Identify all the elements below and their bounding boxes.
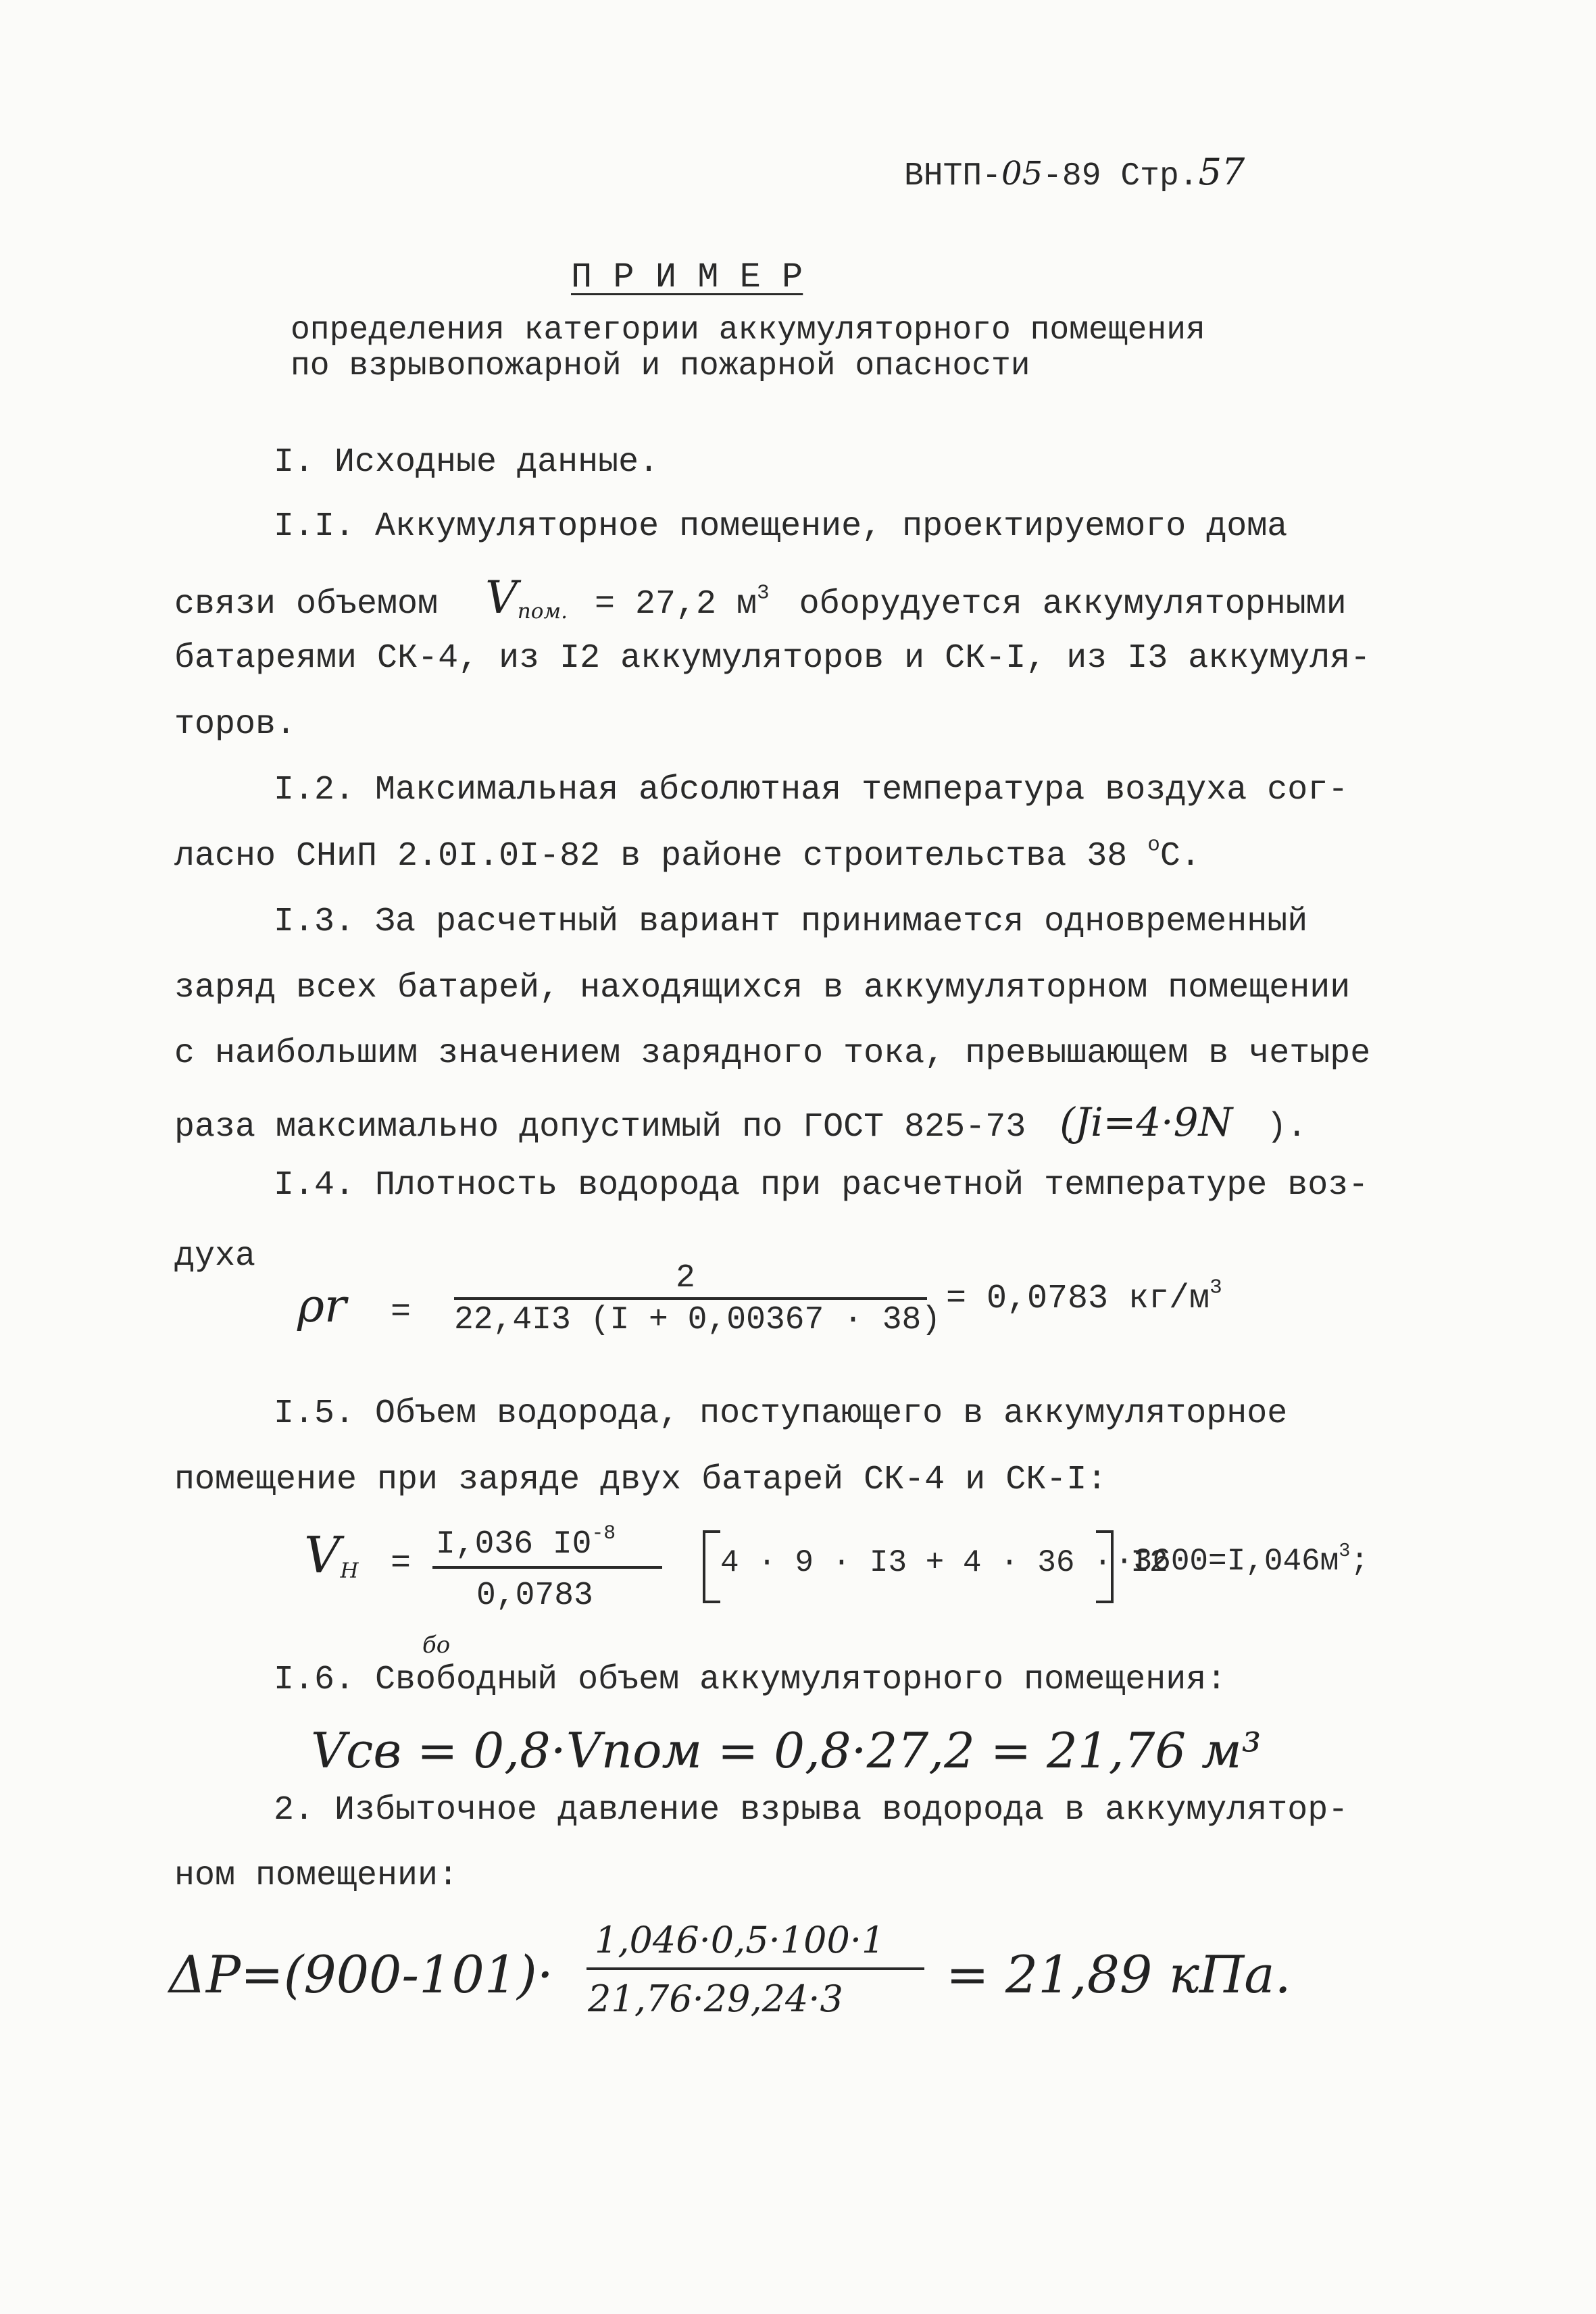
rho-symbol: ρr [297,1280,347,1333]
rho-numerator: 2 [676,1260,695,1297]
pressure-formula-left: ΔP=(900-101)· [169,1944,553,2005]
vh-fraction-bar [432,1566,662,1569]
para-1-3-line1: I.3. За расчетный вариант принимается одновременный [274,903,1308,941]
section-2-line1: 2. Избыточное давление взрыва водорода в аккумулятор- [274,1791,1349,1830]
rho-equals: = [391,1293,412,1332]
doc-title: П Р И М Е Р [571,257,803,297]
para-1-2-line2: ласно СНиП 2.0I.0I-82 в районе строительства 38 $^о$С. [174,833,1201,876]
current-formula-hand: (Ji=4·9N [1059,1099,1233,1145]
pressure-result: = 21,89 кПа. [946,1944,1291,2005]
rho-fraction-bar [454,1297,927,1300]
para-1-3-line4: раза максимально допустимый по ГОСТ 825-73 (Ji=4·9N ). [174,1099,1307,1147]
bracket-left [703,1530,720,1603]
doc-subtitle-line2: по взрывопожарной и пожарной опасности [291,348,1030,384]
vh-symbol: $V_H$ [304,1526,359,1584]
para-1-6-line1: I.6. Свободный объем аккумуляторного помещения: [274,1661,1227,1699]
section-2-line2: ном помещении: [174,1857,459,1895]
doc-header [904,151,1245,195]
para-1-3-line2: заряд всех батарей, находящихся в аккумуляторном помещении [174,969,1351,1007]
rho-result: = 0,0783 $кг/м^3$ [946,1276,1222,1318]
vh-denominator: 0,0783 [476,1578,593,1614]
pressure-denominator: 21,76·29,24·3 [588,1978,843,2020]
doc-code-year: -89 [1043,158,1101,195]
v-room-symbol: V [485,572,518,624]
para-1-1-line1: I.I. Аккумуляторное помещение, проектируемого дома [274,507,1288,546]
pressure-fraction-bar [587,1967,924,1970]
rho-denominator: 22,4I3 (I + 0,00367 · 38) [454,1302,941,1338]
doc-code: ВНТП- [904,158,1002,195]
doc-subtitle-line1: определения категории аккумуляторного помещения [291,312,1205,349]
vh-result: $\cdot 3600=I,046м^3$; [1115,1540,1369,1579]
pressure-numerator: 1,046·0,5·100·1 [595,1919,885,1961]
para-1-5-line2: помещение при заряде двух батарей СК-4 и СК-I: [174,1461,1107,1499]
page-number: 57 [1198,151,1245,193]
para-1-3-line3: с наибольшим значением зарядного тока, превышающем в четыре [174,1034,1371,1073]
free-volume-formula: Vсв = 0,8·Vпом = 0,8·27,2 = 21,76 м³ [311,1722,1262,1779]
para-1-1-line2: связи объемом $V_{пом.} = 27,2$ $м^3$ оборудуется аккумуляторными [174,572,1347,624]
doc-code-hand: 05 [1001,155,1043,193]
section-1-heading: I. Исходные данные. [274,443,659,482]
para-1-5-line1: I.5. Объем водорода, поступающего в аккумуляторное [274,1394,1288,1433]
para-1-4-line2: духа [174,1237,256,1276]
vh-bracket-content: 4 · 9 · I3 + 4 · 36 · I2 [720,1545,1168,1580]
vh-equals: = [391,1544,412,1583]
page-label: Стр. [1120,158,1199,195]
para-1-4-line1: I.4. Плотность водорода при расчетной температуре воз- [274,1166,1369,1205]
vh-numerator: I,036 $I0^{-8}$ [436,1521,616,1563]
para-1-2-line1: I.2. Максимальная абсолютная температура воздуха сог- [274,771,1349,809]
para-1-1-line3: батареями СК-4, из I2 аккумуляторов и СК-I, из I3 аккумуля- [174,639,1371,678]
handwritten-correction: бо [422,1632,451,1659]
para-1-1-line4: торов. [174,705,297,744]
bracket-right [1096,1530,1114,1603]
